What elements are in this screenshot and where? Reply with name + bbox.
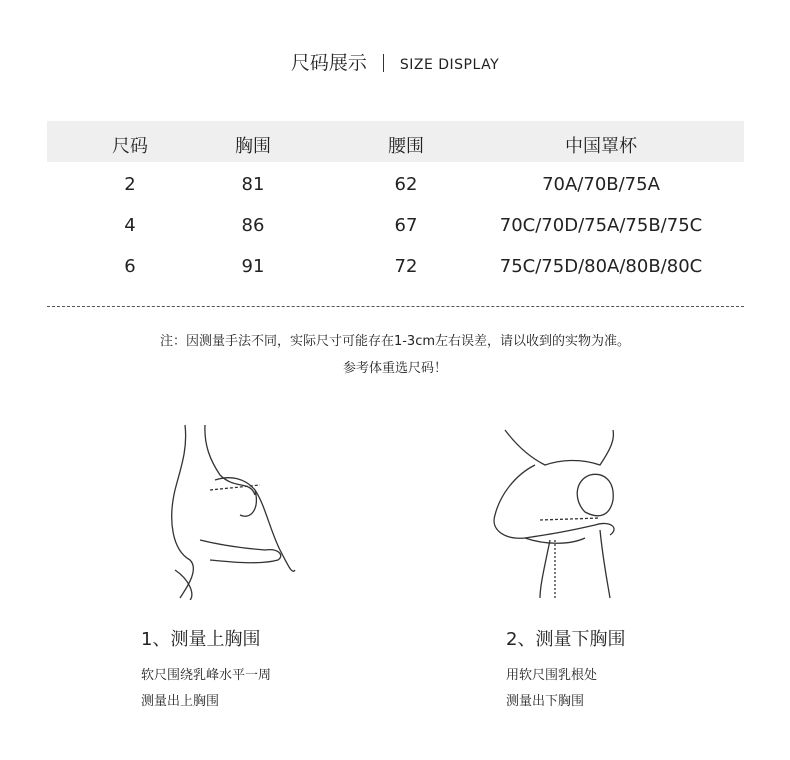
step-1-desc-2: 测量出上胸围 — [141, 694, 220, 709]
step-1-title: 1、测量上胸围 — [141, 629, 261, 650]
column-header-size: 尺码 — [112, 136, 148, 157]
column-header-waist: 腰围 — [388, 136, 424, 157]
table-cell: 86 — [241, 215, 265, 236]
measurement-note: 注：因测量手法不同，实际尺寸可能存在1-3cm左右误差，请以收到的实物为准。 — [159, 334, 631, 349]
table-cell: 62 — [394, 174, 418, 195]
title-cn: 尺码展示 — [290, 52, 367, 74]
column-header-cup: 中国罩杯 — [565, 136, 637, 157]
table-cell: 70A/70B/75A — [542, 174, 660, 195]
upper-bust-illustration — [160, 420, 310, 600]
table-cell: 75C/75D/80A/80B/80C — [499, 256, 703, 277]
step-2-title: 2、测量下胸围 — [506, 629, 626, 650]
page-title — [0, 48, 790, 75]
column-header-bust: 胸围 — [235, 136, 271, 157]
table-cell: 81 — [241, 174, 265, 195]
table-cell: 6 — [124, 256, 136, 277]
step-2-desc-1: 用软尺围乳根处 — [506, 668, 598, 683]
title-divider — [383, 54, 384, 72]
table-cell: 91 — [241, 256, 265, 277]
dashed-divider — [47, 306, 744, 307]
table-cell: 67 — [394, 215, 418, 236]
step-2-desc-2: 测量出下胸围 — [506, 694, 585, 709]
table-cell: 4 — [124, 215, 136, 236]
title-en: SIZE DISPLAY — [399, 57, 500, 73]
step-1-desc-1: 软尺围绕乳峰水平一周 — [141, 668, 272, 683]
table-cell: 70C/70D/75A/75B/75C — [499, 215, 703, 236]
table-cell: 72 — [394, 256, 418, 277]
weight-note: 参考体重选尺码！ — [342, 361, 447, 376]
under-bust-illustration — [485, 420, 635, 600]
table-cell: 2 — [124, 174, 136, 195]
